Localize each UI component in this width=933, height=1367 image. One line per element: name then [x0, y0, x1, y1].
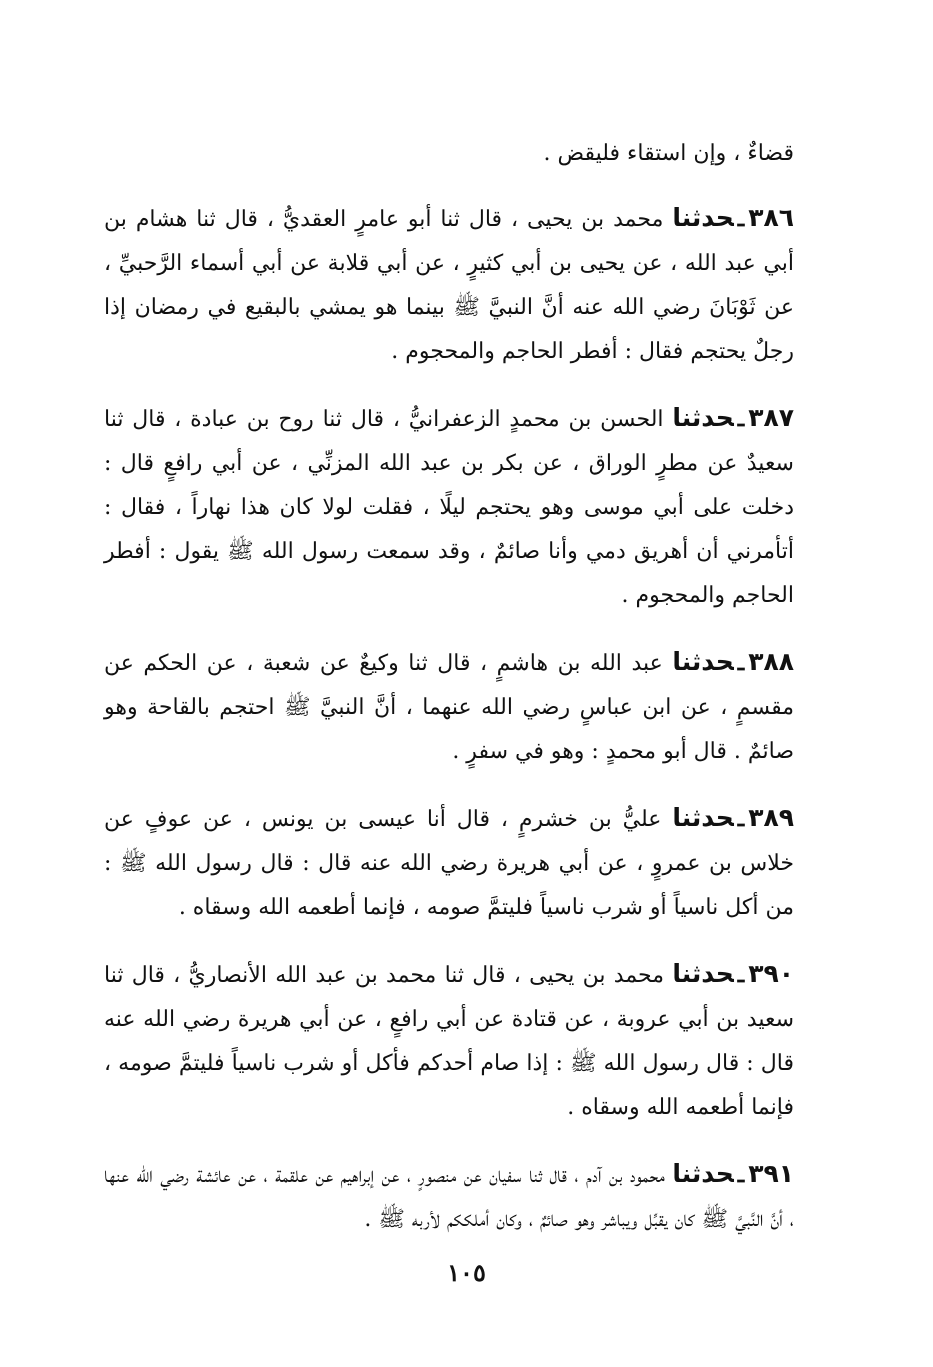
- hadith-text: محمد بن يحيى ، قال ثنا أبو عامرٍ العقديُّ ، قال ثنا هشام بن أبي عبد الله ، عن يحيى بن أبي كثيرٍ ، عن أبي قلابة عن أبي أسماء الرَّحبيِّ ، عن ثَوْبَانَ رضي الله عنه أنَّ النبيَّ ﷺ بينما هو يمشي بالبقيع في رمضان إذا رجلٌ يحتجم فقال : أفطر الحاجم والمحجوم .: [104, 207, 795, 364]
- hadith-number: ٣٨٨: [748, 647, 794, 676]
- intro-line: قضاءٌ ، وإن استقاء فليقض .: [543, 141, 794, 166]
- hadith-388: ٣٨٨ـحدثنا عبد الله بن هاشمٍ ، قال ثنا وكيعٌ عن شعبة ، عن الحكم عن مقسمٍ ، عن ابن عباسٍ رضي الله عنهما ، أنَّ النبيَّ ﷺ احتجم بالقاحة وهو صائمٌ . قال أبو محمدٍ : وهو في سفرٍ .: [104, 647, 794, 764]
- hadith-number: ٣٨٩: [748, 803, 794, 832]
- hadith-389: ٣٨٩ـحدثنا عليُّ بن خشرمٍ ، قال أنا عيسى بن يونس ، عن عوفٍ عن خلاس بن عمروٍ ، عن أبي هريرة رضي الله عنه قال : قال رسول الله ﷺ : من أكل ناسياً أو شرب ناسياً فليتمَّ صومه ، فإنما أطعمه الله وسقاه .: [104, 803, 794, 920]
- hadith-keyword: حدثنا: [672, 403, 734, 432]
- hadith-text: محمود بن آدم ، قال ثنا سفيان عن منصورٍ ، عن إبراهيم عن علقمة ، عن عائشة رضي الله عنها ، أنَّ النَّبيَّ ﷺ كان يقبِّل ويباشر وهو صائمٌ ، وكان أملككم لأربه ﷺ .: [104, 1163, 794, 1232]
- hadith-387: ٣٨٧ـحدثنا الحسن بن محمدٍ الزعفرانيُّ ، قال ثنا روح بن عبادة ، قال ثنا سعيدٌ عن مطرٍ الوراق ، عن بكر بن عبد الله المزنِّي ، عن أبي رافعٍ قال : دخلت على أبي موسى وهو يحتجم ليلًا ، فقلت لولا كان هذا نهاراً ، فقال : أتأمرني أن أهريق دمي وأنا صائمٌ ، وقد سمعت رسول الله ﷺ يقول : أفطر الحاجم والمحجوم .: [104, 403, 794, 608]
- hadith-386: ٣٨٦ـحدثنا محمد بن يحيى ، قال ثنا أبو عامرٍ العقديُّ ، قال ثنا هشام بن أبي عبد الله ، عن يحيى بن أبي كثيرٍ ، عن أبي قلابة عن أبي أسماء الرَّحبيِّ ، عن ثَوْبَانَ رضي الله عنه أنَّ النبيَّ ﷺ بينما هو يمشي بالبقيع في رمضان إذا رجلٌ يحتجم فقال : أفطر الحاجم والمحجوم .: [104, 203, 795, 364]
- hadith-391: ٣٩١ـحدثنا محمود بن آدم ، قال ثنا سفيان عن منصورٍ ، عن إبراهيم عن علقمة ، عن عائشة رضي الله عنها ، أنَّ النَّبيَّ ﷺ كان يقبِّل ويباشر وهو صائمٌ ، وكان أملككم لأربه ﷺ .: [104, 1159, 794, 1232]
- hadith-keyword: حدثنا: [672, 647, 734, 676]
- hadith-keyword: حدثنا: [672, 1159, 734, 1188]
- hadith-keyword: حدثنا: [672, 203, 734, 232]
- hadith-number: ٣٩١: [748, 1159, 794, 1188]
- hadith-number: ٣٨٧: [748, 403, 794, 432]
- hadith-keyword: حدثنا: [672, 959, 734, 988]
- page-number: ١٠٥: [447, 1258, 486, 1287]
- hadith-text: عليُّ بن خشرمٍ ، قال أنا عيسى بن يونس ، عن عوفٍ عن خلاس بن عمروٍ ، عن أبي هريرة رضي الله عنه قال : قال رسول الله ﷺ : من أكل ناسياً أو شرب ناسياً فليتمَّ صومه ، فإنما أطعمه الله وسقاه .: [104, 807, 794, 920]
- hadith-keyword: حدثنا: [672, 803, 734, 832]
- page-body: [104, 132, 794, 1264]
- hadith-number: ٣٨٦: [748, 203, 794, 232]
- hadith-390: ٣٩٠ـحدثنا محمد بن يحيى ، قال ثنا محمد بن عبد الله الأنصاريُّ ، قال ثنا سعيد بن أبي عروبة ، عن قتادة عن أبي رافعٍ ، عن أبي هريرة رضي الله عنه قال : قال رسول الله ﷺ : إذا صام أحدكم فأكل أو شرب ناسياً فليتمَّ صومه ، فإنما أطعمه الله وسقاه .: [104, 959, 795, 1120]
- hadith-number: ٣٩٠: [748, 959, 795, 988]
- hadith-text: محمد بن يحيى ، قال ثنا محمد بن عبد الله الأنصاريُّ ، قال ثنا سعيد بن أبي عروبة ، عن قتادة عن أبي رافعٍ ، عن أبي هريرة رضي الله عنه قال : قال رسول الله ﷺ : إذا صام أحدكم فأكل أو شرب ناسياً فليتمَّ صومه ، فإنما أطعمه الله وسقاه .: [104, 963, 794, 1120]
- hadith-text: الحسن بن محمدٍ الزعفرانيُّ ، قال ثنا روح بن عبادة ، قال ثنا سعيدٌ عن مطرٍ الوراق ، عن بكر بن عبد الله المزنِّي ، عن أبي رافعٍ قال : دخلت على أبي موسى وهو يحتجم ليلًا ، فقلت لولا كان هذا نهاراً ، فقال : أتأمرني أن أهريق دمي وأنا صائمٌ ، وقد سمعت رسول الله ﷺ يقول : أفطر الحاجم والمحجوم .: [104, 407, 794, 608]
- hadith-text: عبد الله بن هاشمٍ ، قال ثنا وكيعٌ عن شعبة ، عن الحكم عن مقسمٍ ، عن ابن عباسٍ رضي الله عنهما ، أنَّ النبيَّ ﷺ احتجم بالقاحة وهو صائمٌ . قال أبو محمدٍ : وهو في سفرٍ .: [104, 651, 794, 764]
